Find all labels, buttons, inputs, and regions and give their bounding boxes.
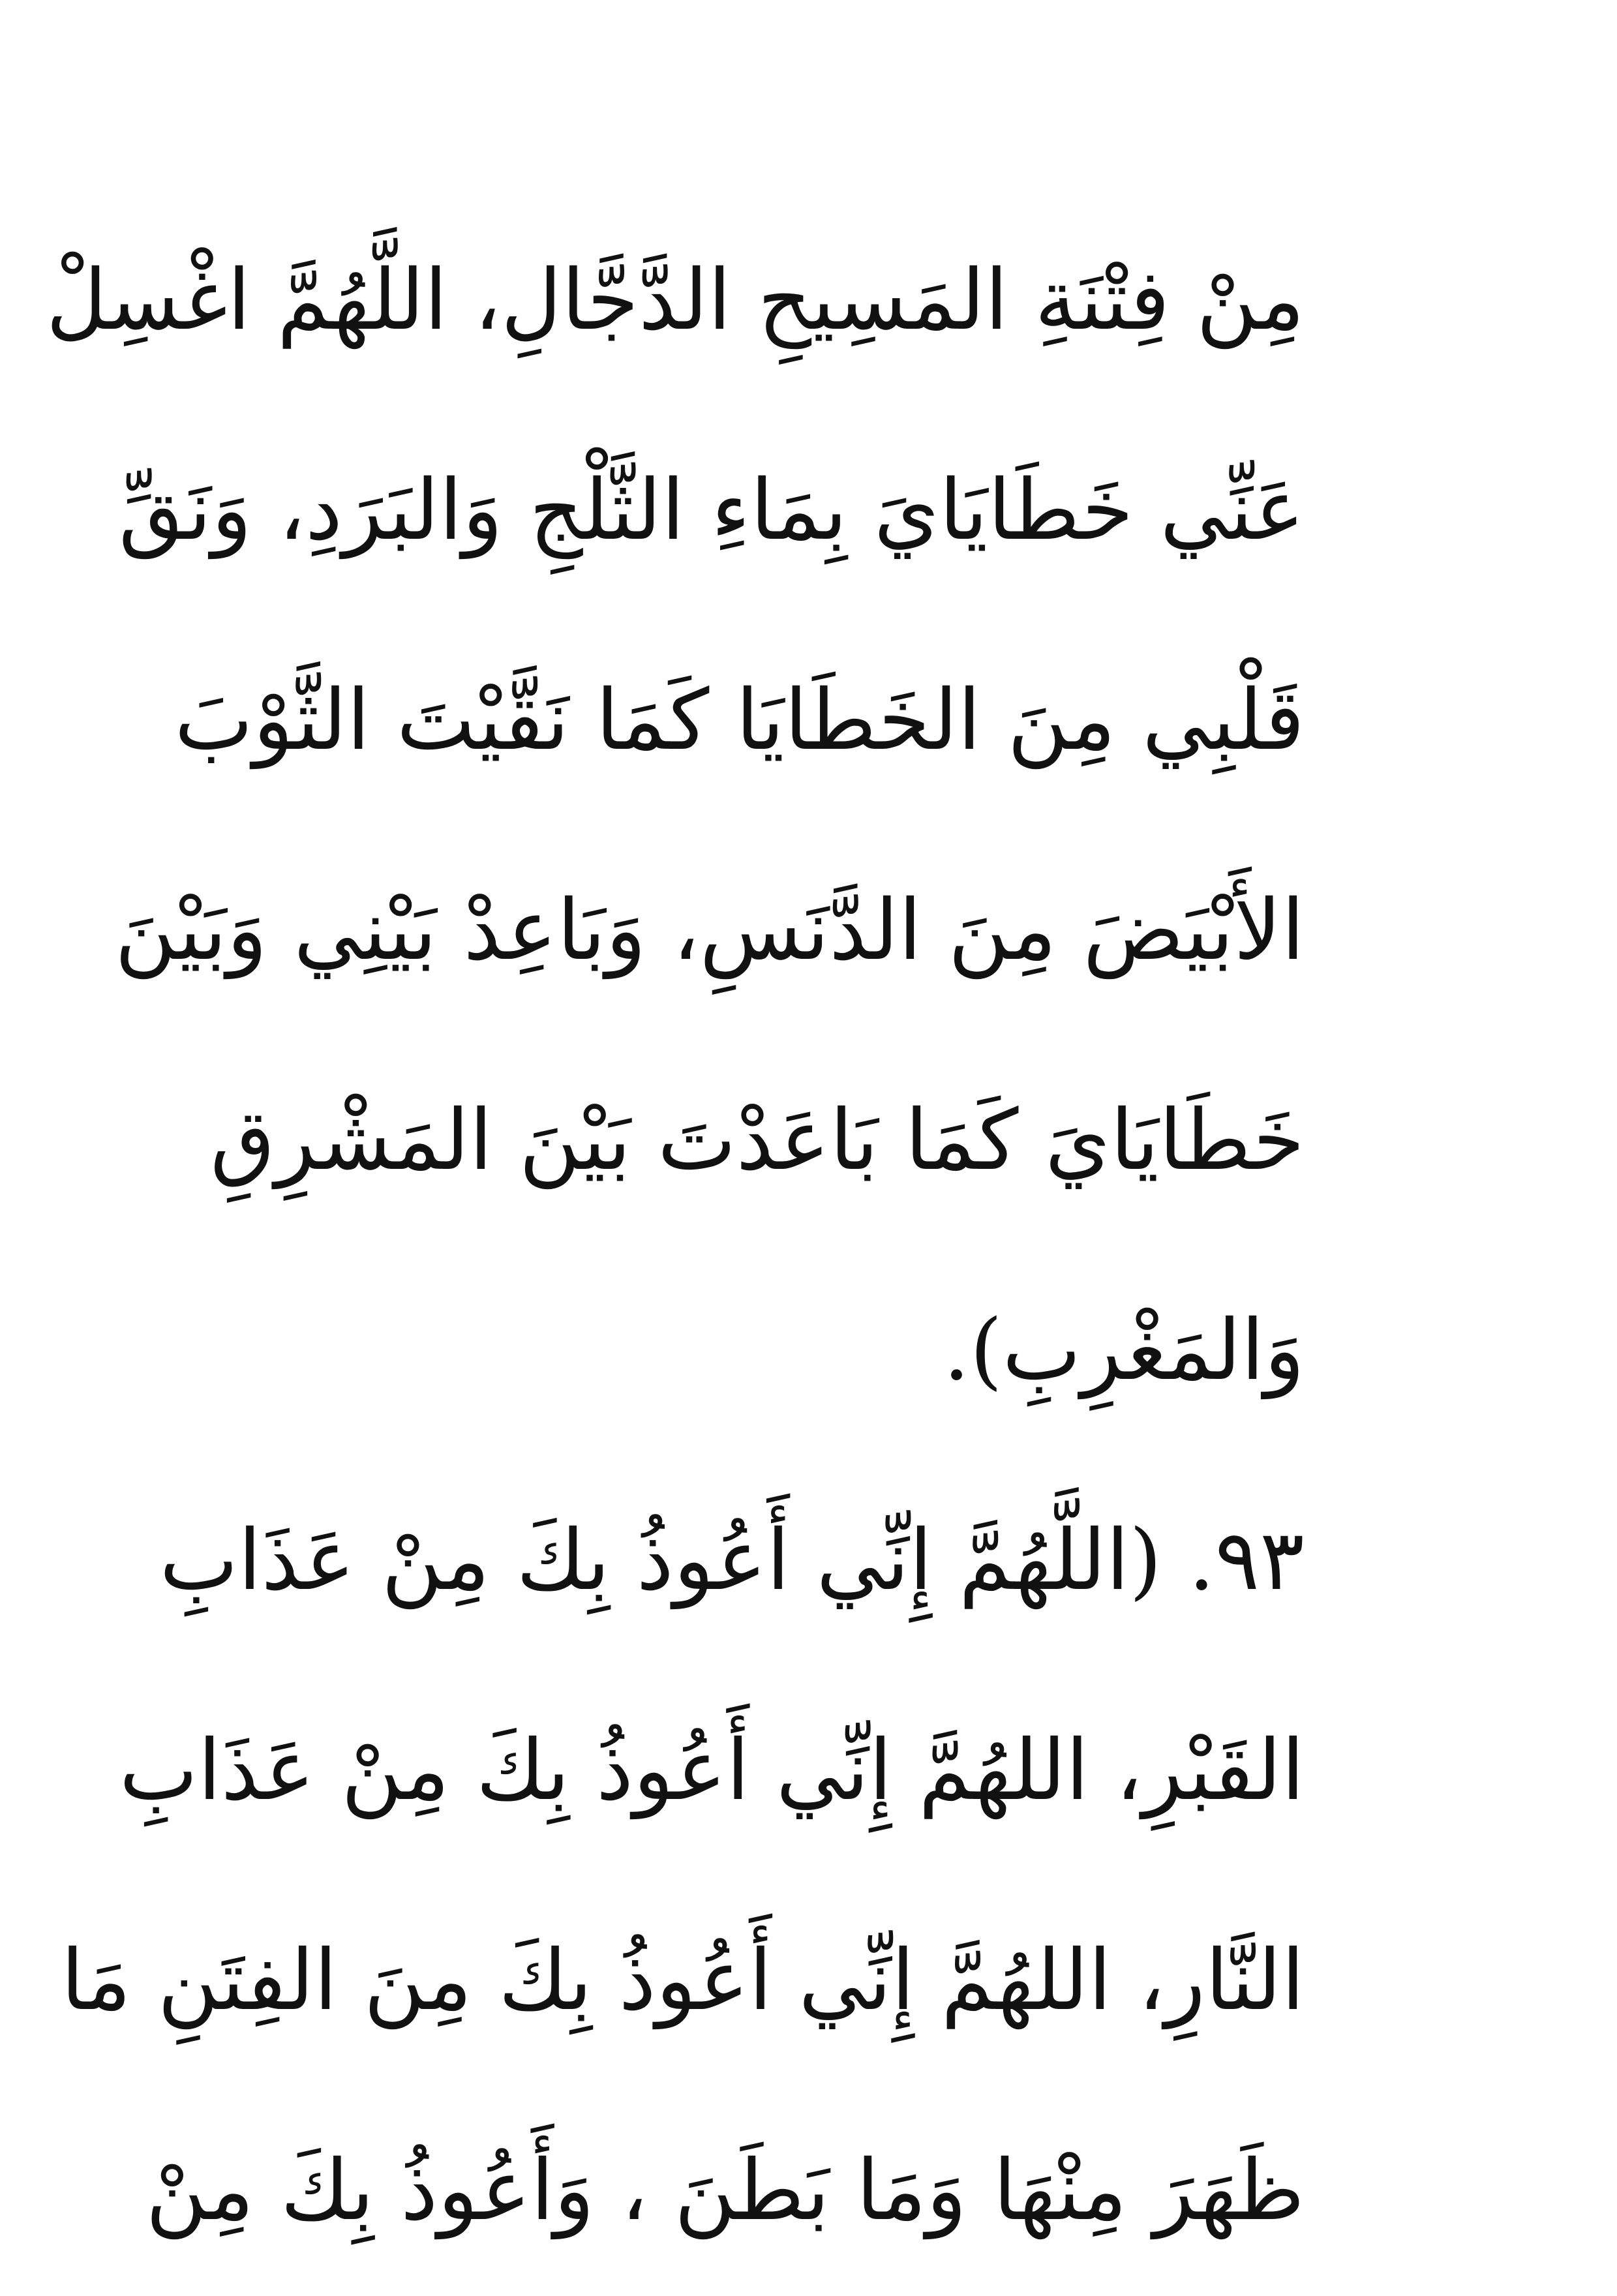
text-line-8: القَبْرِ، اللهُمَّ إِنِّي أَعُوذُ بِكَ مِنْ عَذَابِ xyxy=(119,1722,1305,1819)
text-line-3: قَلْبِي مِنَ الخَطَايَا كَمَا نَقَّيْتَ الثَّوْبَ xyxy=(174,672,1305,769)
text-line-1: مِنْ فِتْنَةِ المَسِيحِ الدَّجَّالِ، اللَّهُمَّ اغْسِلْ xyxy=(46,252,1305,349)
arabic-text-body xyxy=(46,196,1305,2296)
text-line-5: خَطَايَايَ كَمَا بَاعَدْتَ بَيْنَ المَشْرِقِ xyxy=(210,1092,1305,1189)
text-line-7: ٩٣. (اللَّهُمَّ إِنِّي أَعُوذُ بِكَ مِنْ عَذَابِ xyxy=(159,1512,1305,1609)
text-line-9: النَّارِ، اللهُمَّ إِنِّي أَعُوذُ بِكَ مِنَ الفِتَنِ مَا xyxy=(61,1932,1305,2029)
text-line-10: ظَهَرَ مِنْهَا وَمَا بَطَنَ ، وَأَعُوذُ بِكَ مِنْ xyxy=(145,2142,1305,2239)
text-line-4: الأَبْيَضَ مِنَ الدَّنَسِ، وَبَاعِدْ بَيْنِي وَبَيْنَ xyxy=(115,882,1305,979)
text-line-2: عَنِّي خَطَايَايَ بِمَاءِ الثَّلْجِ وَالبَرَدِ، وَنَقِّ xyxy=(118,462,1305,559)
text-line-6: وَالمَغْرِبِ). xyxy=(943,1302,1305,1399)
